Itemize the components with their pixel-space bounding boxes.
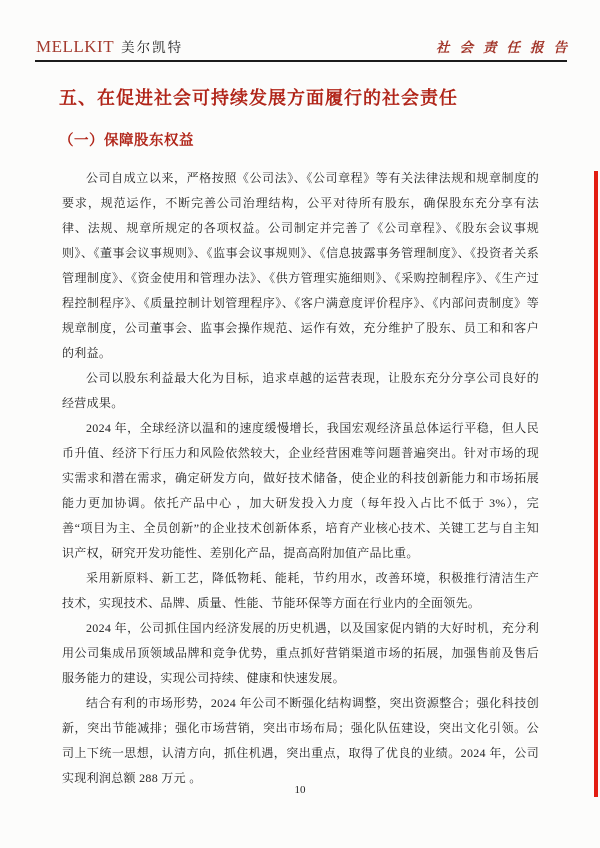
body-paragraph: 公司以股东利益最大化为目标，追求卓越的运营表现，让股东充分分享公司良好的经营成果。 <box>62 371 539 410</box>
subsection-title: （一）保障股东权益 <box>59 133 194 149</box>
body-text-block <box>62 166 539 791</box>
section-title: 五、在促进社会可持续发展方面履行的社会责任 <box>59 88 458 108</box>
body-paragraph: 公司自成立以来，严格按照《公司法》、《公司章程》等有关法律法规和规章制度的要求，规范运作，不断完善公司治理结构，公平对待所有股东，确保股东充分享有法律、法规、规章所规定的各项权益。公司制定并完善了《公司章程》、《股东会议事规则》、《董事会议事规则》、《监事会议事规则》、《信息披露事务管理制度》、《投资者关系管理制度》、《资金使用和管理办法》、《供方管理实施细则》、《采购控制程序》、《生产过程控制程序》、《质量控制计划管理程序》、《客户满意度评价程序》、《内部问责制度》等规章制度，公司董事会、监事会操作规范、运作有效，充分维护了股东、员工和和客户的利益。 <box>62 171 539 360</box>
right-edge-red-bar <box>594 171 598 797</box>
logo-wordmark: MELLKIT <box>36 37 115 56</box>
logo-chinese-name: 美尔凯特 <box>121 40 184 55</box>
page-header <box>36 36 577 57</box>
company-logo <box>36 36 183 57</box>
page-number: 10 <box>294 784 306 796</box>
report-type-label: 社会责任报告 <box>436 40 577 55</box>
body-paragraph: 2024 年，全球经济以温和的速度缓慢增长，我国宏观经济虽总体运行平稳，但人民币升值、经济下行压力和风险依然较大，企业经营困难等问题普遍突出。针对市场的现实需求和潜在需求，确定研发方向，做好技术储备，使企业的科技创新能力和市场拓展能力更加协调。依托产品中心 ，加大研发投入力度（每年投入占比不低于 3%），完善“项目为主、全员创新”的企业技术创新体系，培育产业核心技术、关键工艺与自主知识产权，研究开发功能性、差别化产品，提高高附加值产品比重。 <box>62 421 539 560</box>
body-paragraph: 结合有利的市场形势，2024 年公司不断强化结构调整，突出资源整合；强化科技创新，突出节能减排；强化市场营销，突出市场布局；强化队伍建设，突出文化引领。公司上下统一思想，认清方向，抓住机遇，突出重点，取得了优良的业绩。2024 年，公司实现利润总额 288 万元 。 <box>62 696 539 785</box>
body-paragraph: 采用新原料、新工艺，降低物耗、能耗，节约用水，改善环境，积极推行清洁生产技术，实现技术、品牌、质量、性能、节能环保等方面在行业内的全面领先。 <box>62 571 539 610</box>
header-divider-rule <box>35 60 567 62</box>
body-paragraph: 2024 年，公司抓住国内经济发展的历史机遇，以及国家促内销的大好时机，充分利用公司集成吊顶领域品牌和竞争优势，重点抓好营销渠道市场的拓展，加强售前及售后服务能力的建设，实现公司持续、健康和快速发展。 <box>62 621 539 685</box>
